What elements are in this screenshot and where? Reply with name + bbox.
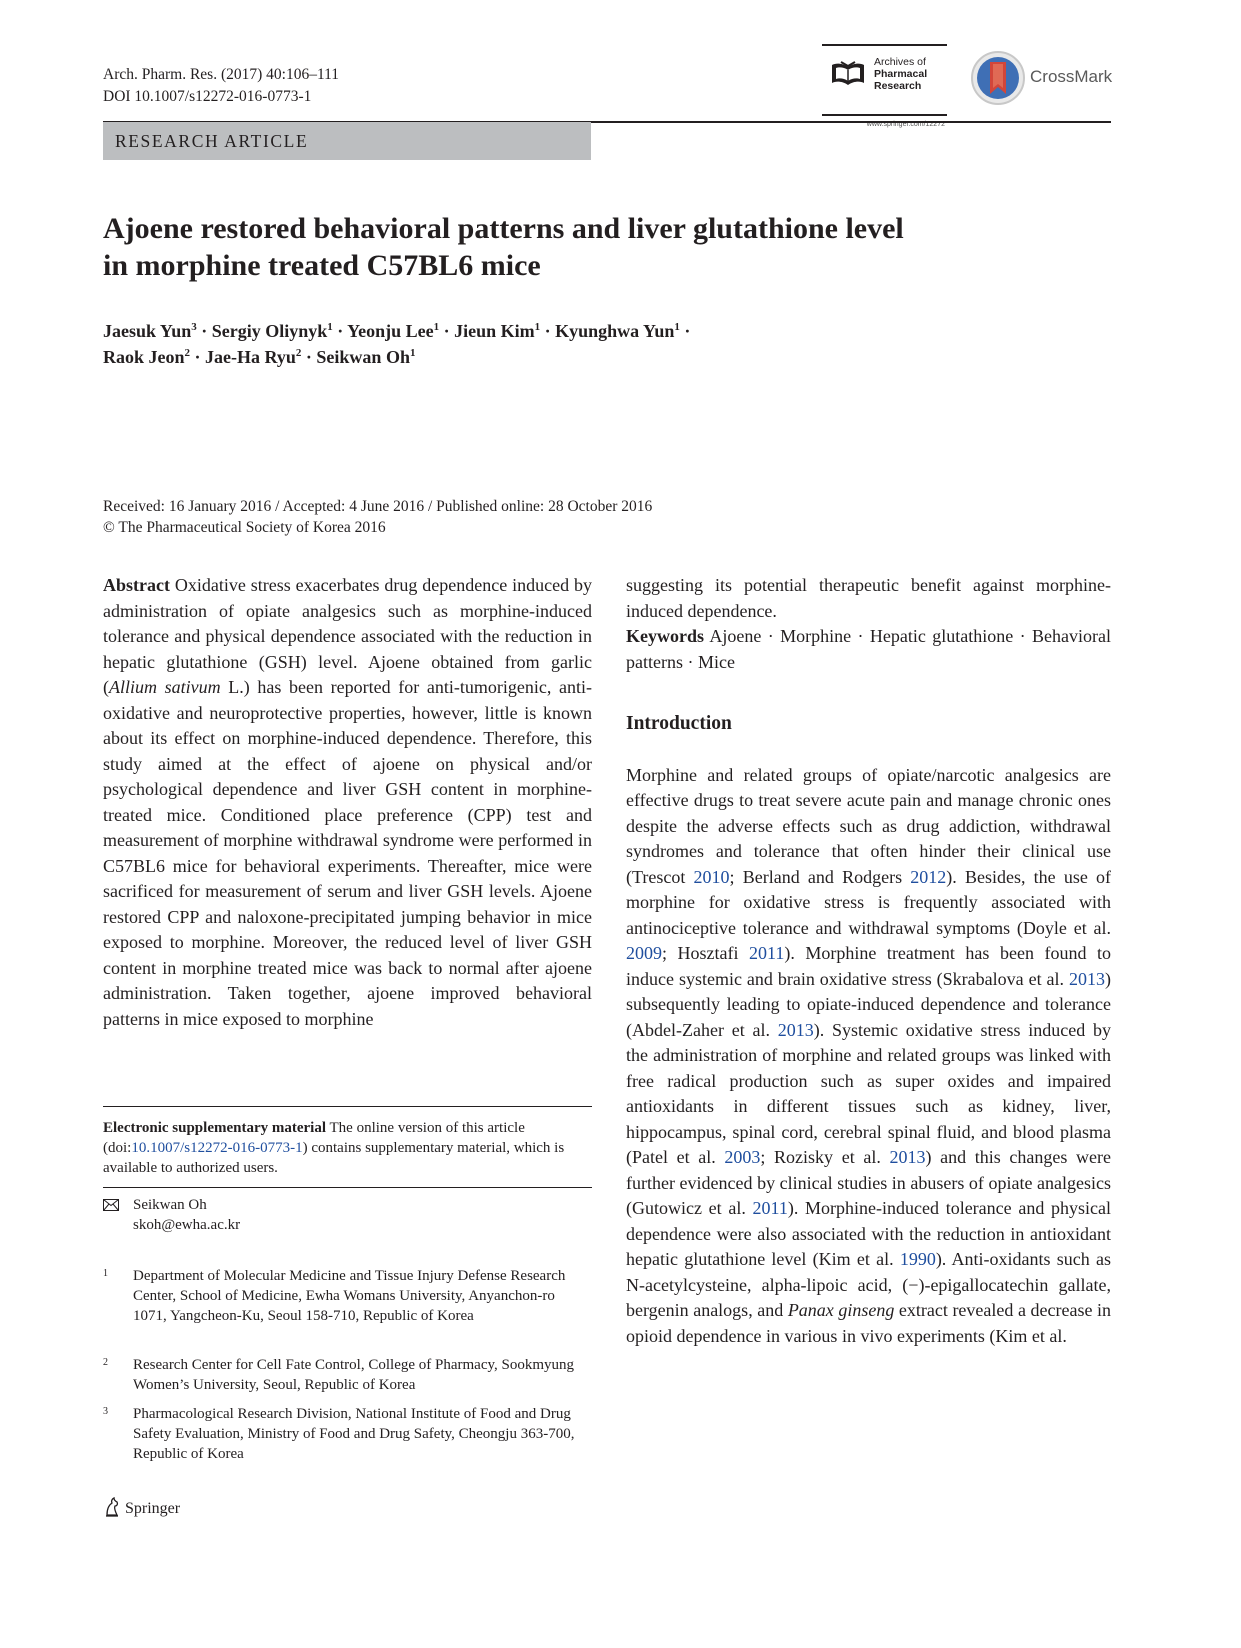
publication-dates xyxy=(103,496,652,538)
text-run: ). Systemic oxidative stress induced by the administration of morphine and related groups was linked with free radical production such as super oxides and impaired antioxidants in different tissues such as kidney, liver, hippocampus, spinal cord, cerebral spinal fluid, and blood plasma (Patel et al. xyxy=(626,1019,1111,1167)
affiliation-text: Research Center for Cell Fate Control, College of Pharmacy, Sookmyung Women’s University, Seoul, Republic of Korea xyxy=(133,1357,575,1393)
springer-horse-icon xyxy=(103,1497,121,1517)
citation-link[interactable]: 2011 xyxy=(749,943,785,963)
keywords-list: Ajoene · Morphine · Hepatic glutathione · Behavioral patterns · Mice xyxy=(626,626,1111,672)
abstract-paragraph: Abstract Oxidative stress exacerbates drug dependence induced by administration of opiate analgesics such as morphine-induced tolerance and physical dependence associated with the reduction in hepatic glutathione (GSH) level. Ajoene obtained from garlic (Allium sativum L.) has been reported for anti-tumorigenic, anti-oxidative and neuroprotective properties, however, little is known about its effect on morphine-induced dependence. Therefore, this study aimed at the effect of ajoene on physical and/or psychological dependence and liver GSH content in morphine-treated mice. Conditioned place preference (CPP) test and measurement of morphine withdrawal syndrome were performed in C57BL6 mice for behavioral experiments. Thereafter, mice were sacrificed for measurement of serum and liver GSH levels. Ajoene restored CPP and naloxone-precipitated jumping behavior in mice exposed to morphine. Moreover, the reduced level of liver GSH content in morphine treated mice was back to normal after ajoene administration. Taken together, ajoene improved behavioral patterns in mice exposed to morphine xyxy=(103,575,593,1029)
crossmark-label: CrossMark xyxy=(1030,67,1113,86)
article-type: RESEARCH ARTICLE xyxy=(115,131,309,151)
journal-logo-line3: Research xyxy=(874,80,922,92)
text-run: ). Morphine-induced tolerance and physical dependence were also associated with the reduction in antioxidant hepatic glutathione level (Kim et al. xyxy=(626,1198,1111,1269)
text-run: ). Besides, the use of morphine for oxidative stress is frequently associated with antinociceptive tolerance and withdrawal symptoms (Doyle et al. xyxy=(626,866,1111,938)
section-heading-introduction: Introduction xyxy=(626,713,732,734)
abstract xyxy=(103,573,592,1032)
author[interactable]: Jae-Ha Ryu$^2$ xyxy=(205,347,302,367)
affiliation xyxy=(103,1404,592,1464)
article-type-banner xyxy=(103,122,591,160)
author-line-2: Raok Jeon$^2$ · Jae-Ha Ryu$^2$ · Seikwan Oh$^1$ xyxy=(103,347,416,367)
footnote-divider xyxy=(103,1187,592,1188)
author-line-1: Jaesuk Yun$^3$ · Sergiy Oliynyk$^1$ · Yeonju Lee$^1$ · Jieun Kim$^1$ · Kyunghwa Yun$^1$ · xyxy=(103,321,691,341)
journal-logo-line2: Pharmacal xyxy=(874,68,928,80)
copyright: © The Pharmaceutical Society of Korea 2016 xyxy=(103,519,386,536)
citation-link[interactable]: 2010 xyxy=(693,866,730,887)
author[interactable]: Yeonju Lee$^1$ xyxy=(347,321,440,341)
text-run: ). Anti-oxidants such as N-acetylcysteine, alpha-lipoic acid, (−)-epigallocatechin gallate, bergenin analogs, and xyxy=(626,1249,1111,1320)
abstract-continuation: suggesting its potential therapeutic benefit against morphine-induced dependence. xyxy=(626,575,1111,621)
citation-link[interactable]: 1990 xyxy=(899,1249,936,1269)
text-run: ; Berland and Rodgers xyxy=(729,866,911,887)
species-name: Allium sativum xyxy=(109,677,221,697)
affiliation-number: 3 xyxy=(103,1406,108,1417)
author[interactable]: Jieun Kim$^1$ xyxy=(454,321,541,341)
author[interactable]: Kyunghwa Yun$^1$ xyxy=(555,321,680,341)
citation-block xyxy=(103,64,339,108)
text-run: ) and this changes were further evidenced by clinical studies in abusers of opiate analgesics (Gutowicz et al. xyxy=(626,1147,1112,1218)
citation-link[interactable]: 2011 xyxy=(752,1198,788,1218)
corresponding-name: Seikwan Oh xyxy=(133,1197,207,1213)
species-name: Panax ginseng xyxy=(787,1300,895,1320)
affiliation-text: Pharmacological Research Division, National Institute of Food and Drug Safety Evaluation, Ministry of Food and Drug Safety, Cheongju 363-700, Republic of Korea xyxy=(133,1406,575,1462)
title-line-1: Ajoene restored behavioral patterns and liver glutathione level xyxy=(103,212,904,245)
journal-logo xyxy=(822,44,947,128)
text-run: ). Morphine treatment has been found to induce systemic and brain oxidative stress (Skrabalova et al. xyxy=(626,943,1111,989)
author[interactable]: Jaesuk Yun$^3$ xyxy=(103,321,197,341)
footnote-divider xyxy=(103,1106,592,1107)
title-line-2: in morphine treated C57BL6 mice xyxy=(103,249,541,282)
citation-link[interactable]: 2012 xyxy=(910,866,947,887)
affiliation-number: 1 xyxy=(103,1268,108,1279)
text-run: ) subsequently leading to opiate-induced dependence and tolerance (Abdel-Zaher et al. xyxy=(626,968,1111,1040)
author[interactable]: Seikwan Oh$^1$ xyxy=(316,347,416,367)
publisher-name: Springer xyxy=(125,1500,181,1517)
doi: DOI 10.1007/s12272-016-0773-1 xyxy=(103,88,312,105)
history-dates: Received: 16 January 2016 / Accepted: 4 June 2016 / Published online: 28 October 2016 xyxy=(103,498,653,515)
journal-logo-line1: Archives of xyxy=(874,56,926,68)
affiliation-text: Department of Molecular Medicine and Tissue Injury Defense Research Center, School of Medicine, Ewha Womans University, Anyanchon-ro 1071, Yangcheon-Ku, Seoul 158-710, Republic of Korea xyxy=(133,1268,566,1324)
esm-heading: Electronic supplementary material xyxy=(103,1120,327,1136)
text-run: ; Hosztafi xyxy=(662,943,750,963)
citation-link[interactable]: 2009 xyxy=(626,943,662,963)
supplementary-material-note: Electronic supplementary material The online version of this article (doi:10.1007/s12272-016-0773-1) contains supplementary material, which is available to authorized users. xyxy=(103,1120,565,1176)
crossmark-badge[interactable] xyxy=(970,50,1120,108)
keywords xyxy=(626,624,1111,675)
corresponding-author xyxy=(103,1195,592,1235)
article-title xyxy=(103,210,1063,284)
author-list xyxy=(103,318,1103,370)
right-column xyxy=(626,573,1111,1349)
corresponding-email[interactable]: skoh@ewha.ac.kr xyxy=(133,1217,241,1233)
publisher-footer xyxy=(103,1497,180,1518)
journal-url[interactable]: www.springer.com/12272 xyxy=(866,121,945,128)
text-run: ; Rozisky et al. xyxy=(760,1147,890,1167)
author[interactable]: Sergiy Oliynyk$^1$ xyxy=(211,321,333,341)
journal-citation: Arch. Pharm. Res. (2017) 40:106–111 xyxy=(103,66,340,83)
keywords-heading: Keywords xyxy=(626,626,704,646)
author[interactable]: Raok Jeon$^2$ xyxy=(103,347,191,367)
envelope-icon xyxy=(103,1199,119,1211)
citation-link[interactable]: 2013 xyxy=(1069,968,1105,989)
citation-link[interactable]: 2013 xyxy=(889,1147,926,1167)
text-run: extract revealed a decrease in opioid dependence in various in vivo experiments (Kim et al. xyxy=(626,1300,1112,1346)
abstract-heading: Abstract xyxy=(103,575,170,595)
text-run: Morphine and related groups of opiate/narcotic analgesics are effective drugs to treat severe acute pain and manage chronic ones despite the adverse effects such as drug addiction, withdrawal syndromes and tolerance that often hinder their clinical use (Trescot xyxy=(626,764,1111,887)
citation-link[interactable]: 2013 xyxy=(777,1019,814,1040)
book-icon xyxy=(830,61,866,87)
affiliation-number: 2 xyxy=(103,1357,108,1368)
introduction-paragraph xyxy=(626,763,1111,1350)
affiliation xyxy=(103,1355,592,1395)
citation-link[interactable]: 2003 xyxy=(724,1147,761,1167)
crossmark-icon xyxy=(970,50,1026,106)
affiliation xyxy=(103,1266,592,1326)
doi-link[interactable]: 10.1007/s12272-016-0773-1 xyxy=(131,1140,303,1156)
